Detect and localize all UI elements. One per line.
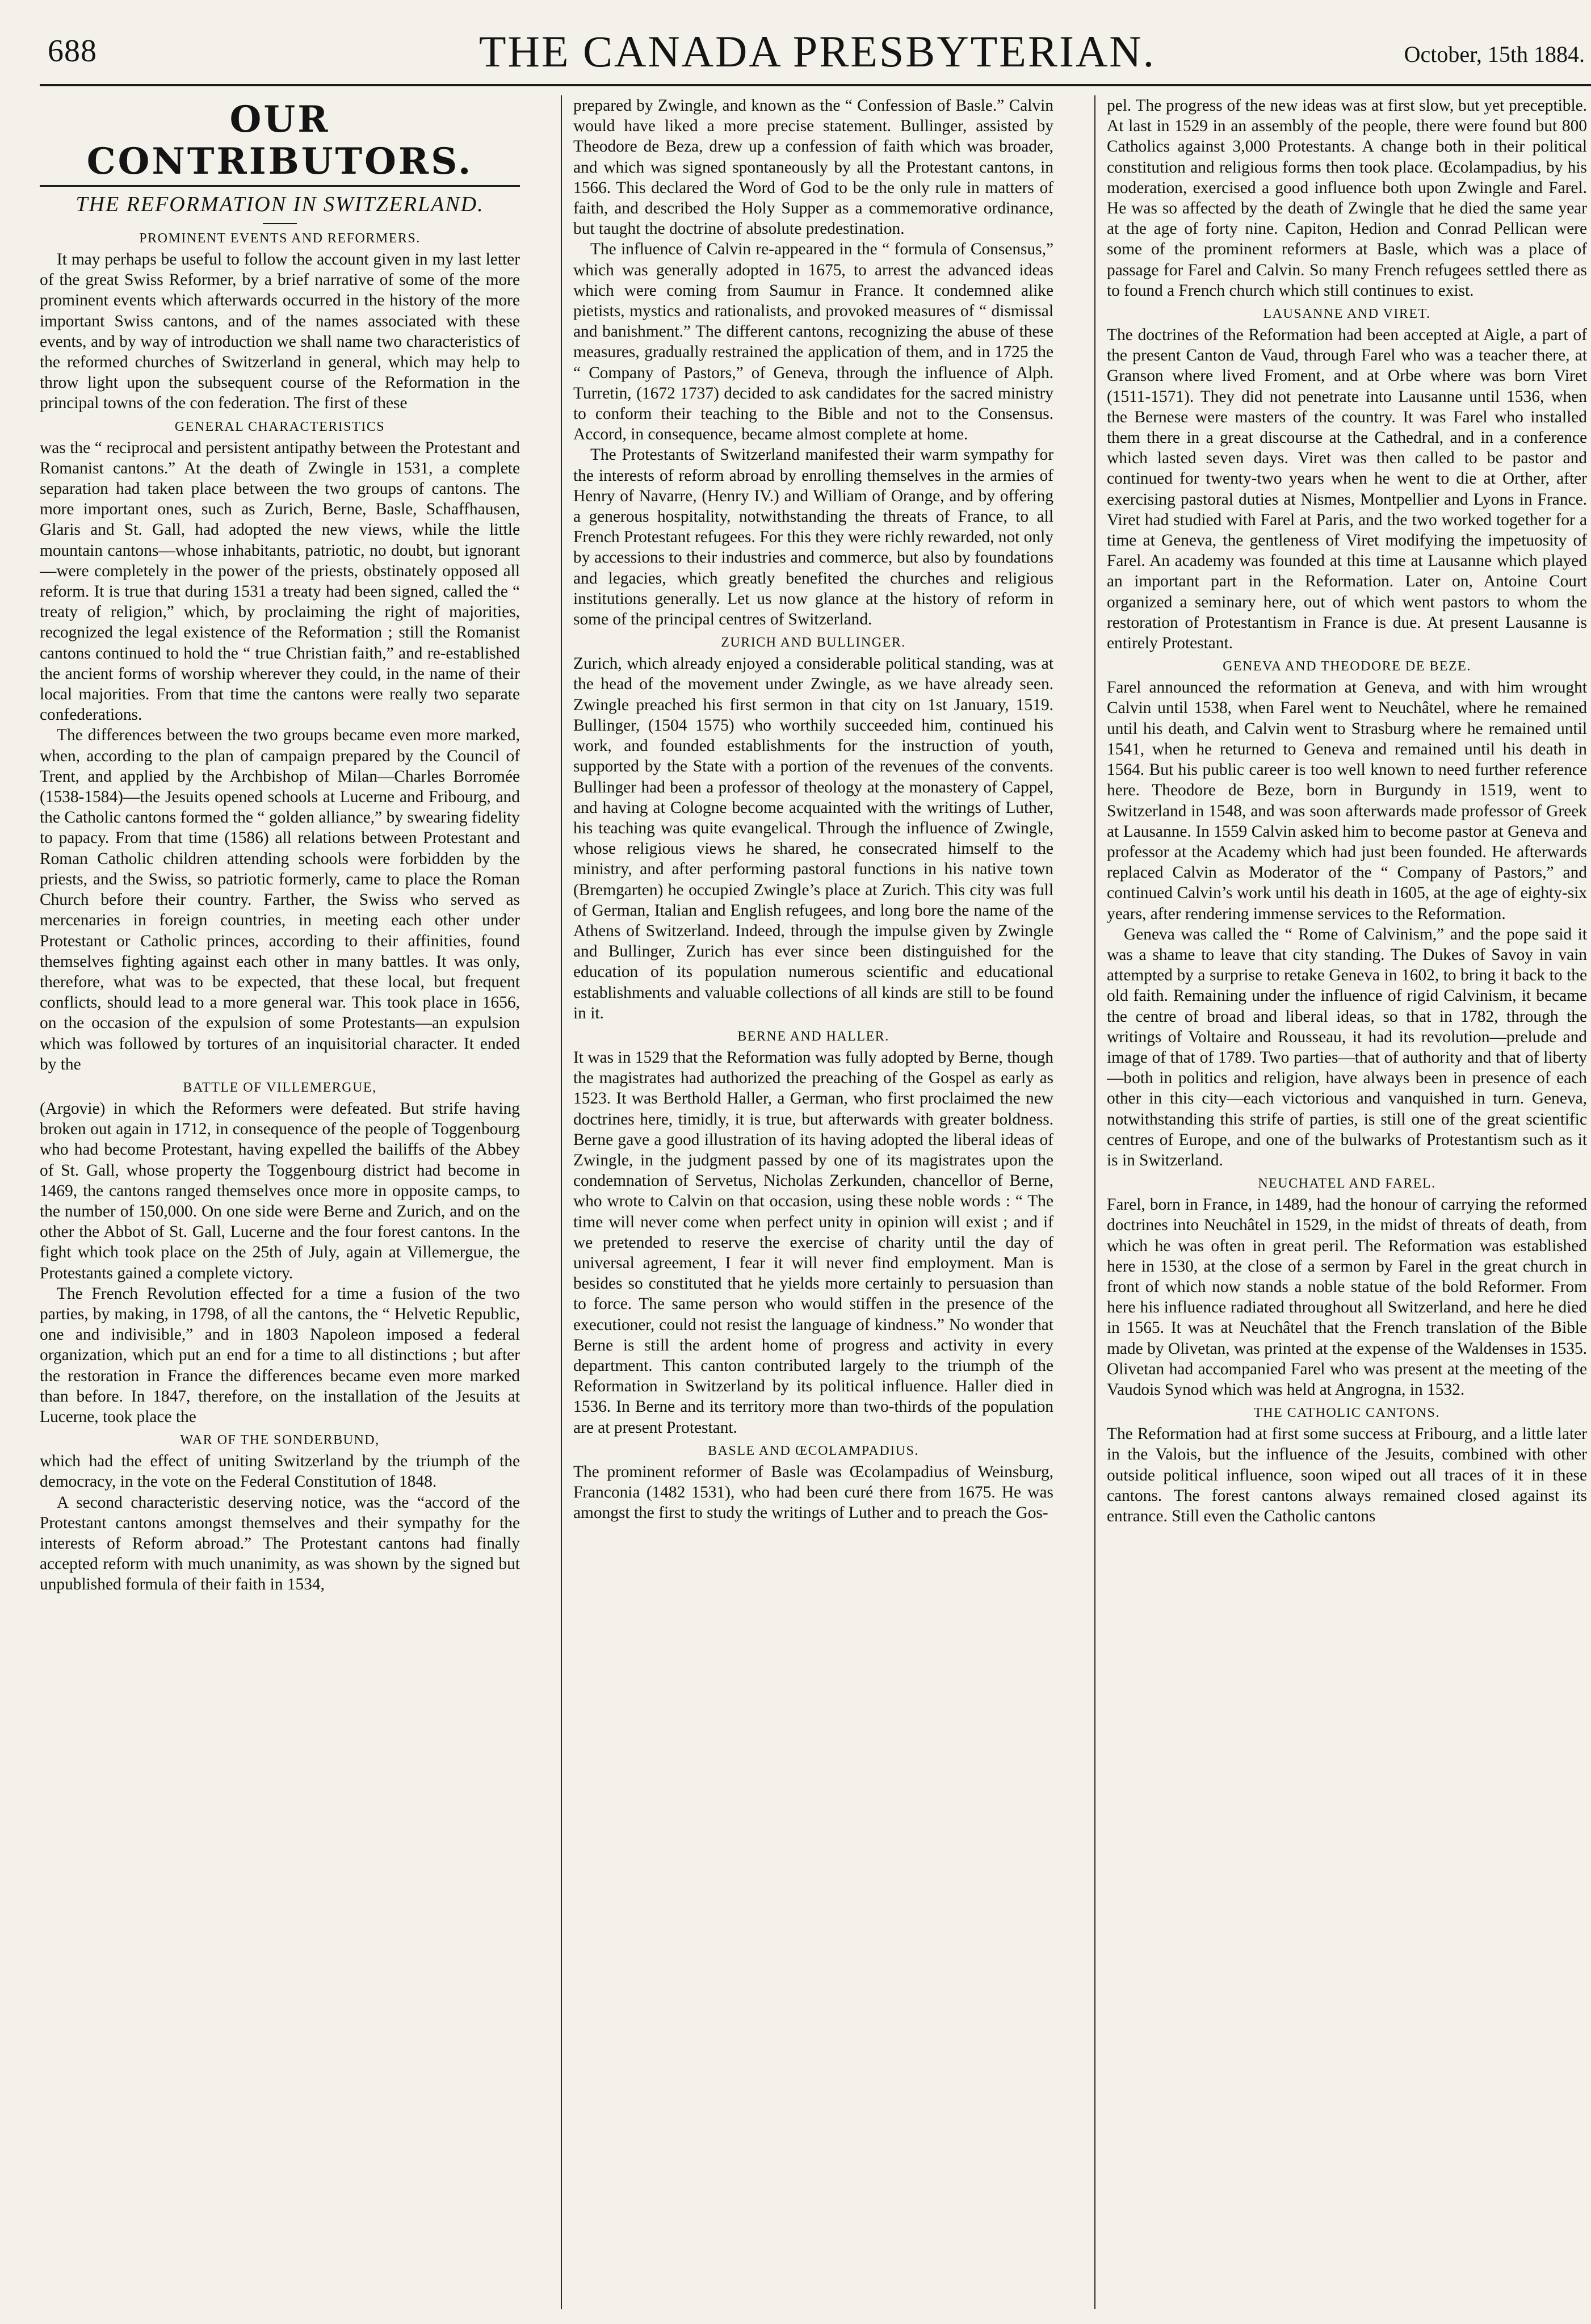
newspaper-title: THE CANADA PRESBYTERIAN.	[478, 27, 1156, 76]
column-rule-2	[1094, 95, 1095, 2309]
paragraph: prepared by Zwingle, and known as the “ Confession of Basle.” Calvin would have liked a more precise statement. Bullinger, assisted by Theodore de Beza, drew up a confession of faith which was broader, and which was signed spontaneously by all the Protestant cantons, in 1566. This declared the Word of God to be the only rule in matters of faith, and described the Holy Supper as a commemorative ordinance, but taught the doctrine of absolute predestination.	[573, 97, 1053, 238]
section-heading: ZURICH AND BULLINGER.	[721, 635, 906, 651]
article-title: THE REFORMATION IN SWITZERLAND.	[75, 192, 484, 216]
paragraph: The influence of Calvin re-appeared in the “ formula of Consensus,” which was generally adopted in 1675, to arrest the advanced ideas which were coming from Saumur in France. It condemned alike pietists, mystics and rationalists, and provoked measures of “ dismissal and banishment.” The different cantons, recognizing the abuse of these measures, gradually restrained the application of them, and in 1725 the “ Company of Pastors,” of Geneva, through the influence of Alph. Turretin, (1672 1737) decided to ask candidates for the sacred ministry to conform their teaching to the Bible and not to the Consensus. Accord, in consequence, became almost complete at home.	[573, 240, 1053, 444]
paragraph: The Reformation had at first some success at Fribourg, and a little later in the Valois, but the influence of the Jesuits, combined with other outside political influence, soon wiped out all traces of it in these cantons. The forest cantons always remained closed against its entrance. Still even the Catholic cantons	[1107, 1425, 1587, 1525]
paragraph: The French Revolution effected for a time a fusion of the two parties, by making, in 1798, of all the cantons, the “ Helvetic Republic, one and indivisible,” and in 1803 Napoleon imposed a federal organization, which put an end for a time to all distinctions ; but after the restoration in France the differences became even more marked than before. In 1847, therefore, on the installation of the Jesuits at Lucerne, took place the	[40, 1284, 520, 1426]
title-divider	[263, 223, 297, 224]
section-heading: NEUCHATEL AND FAREL.	[1258, 1176, 1436, 1192]
masthead	[40, 10, 1591, 86]
section-heading: BERNE AND HALLER.	[737, 1029, 889, 1044]
department-heading: OUR CONTRIBUTORS.	[86, 98, 473, 183]
paragraph: The Protestants of Switzerland manifested their warm sympathy for the interests of reform abroad by enrolling themselves in the armies of Henry of Navarre, (Henry IV.) and William of Orange, and by offering a generous hospitality, notwithstanding the threats of France, to all French Protestant refugees. For this they were richly rewarded, not only by accessions to their industries and commerce, but also by foundations and legacies, which greatly benefited the churches and religious institutions generally. Let us now glance at the history of reform in some of the principal centres of Switzerland.	[573, 446, 1053, 629]
section-heading: BASLE AND ŒCOLAMPADIUS.	[708, 1443, 919, 1458]
issue-date: October, 15th 1884.	[1404, 41, 1585, 67]
column-rule-1	[561, 95, 562, 2309]
section-heading: THE CATHOLIC CANTONS.	[1254, 1406, 1440, 1421]
section-heading: LAUSANNE AND VIRET.	[1263, 307, 1431, 322]
paragraph: Zurich, which already enjoyed a considerable political standing, was at the head of the movement under Zwingle, as we have already seen. Zwingle preached his first sermon in that city on 1st January, 1519. Bullinger, (1504 1575) who worthily succeeded him, continued his work, and founded establishments for the instruction of youth, supported by the State with a portion of the revenues of the convents. Bullinger had been a professor of theology at the monastery of Cappel, and having at Cologne become acquainted with the writings of Luther, his teaching was quite evangelical. Through the influence of Zwingle, whose religious views he shared, he consecrated himself to the ministry, and after performing pastoral functions in his native town (Bremgarten) he occupied Zwingle’s place at Zurich. This city was full of German, Italian and English refugees, and long bore the name of the Athens of Switzerland. Indeed, through the impulse given by Zwingle and Bullinger, Zurich has ever since been distinguished for the education of its population numerous scientific and educational establishments and valuable collections of all kinds are still to be found in it.	[573, 655, 1053, 1022]
column-1-body	[40, 249, 520, 1595]
article-subtitle: PROMINENT EVENTS AND REFORMERS.	[139, 231, 421, 246]
paragraph: (Argovie) in which the Reformers were defeated. But strife having broken out again in 1712, in consequence of the people of Toggenbourg who had become Protestant, having expelled the bailiffs of the Abbey of St. Gall, whose property the Toggenbourg district had become in 1469, the cantons ranged themselves once more in opposite camps, to the number of 150,000. On one side were Berne and Zurich, and on the other the Abbot of St. Gall, Lucerne and the four forest cantons. In the fight which took place on the 25th of July, again at Villemergue, the Protestants gained a complete victory.	[40, 1099, 520, 1282]
paragraph: It was in 1529 that the Reformation was fully adopted by Berne, though the magistrates had authorized the preaching of the Gospel as early as 1523. It was Berthold Haller, a German, who first proclaimed the new doctrines here, timidly, it is true, but afterwards with greater boldness. Berne gave a good illustration of its having adopted the liberal ideas of Zwingle, in the judgment passed by one of its magistrates upon the condemnation of Servetus, Nicholas Zerkunden, chancellor of Berne, who wrote to Calvin on that occasion, using these noble words : “ The time will never come when perfect unity in opinion will exist ; and if we pretended to reserve the exercise of charity until the day of universal agreement, I fear it will never find employment. Man is besides so constituted that he yields more certainly to persuasion than to force. The same person who would stiffen in the presence of the executioner, could not resist the language of kindness.” No wonder that Berne is still the ardent home of progress and activity in every department. This canton contributed largely to the triumph of the Reformation in Switzerland by its political influence. Haller died in 1536. In Berne and its territory more than two-thirds of the population are at present Protestant.	[573, 1048, 1053, 1437]
paragraph: Farel announced the reformation at Geneva, and with him wrought Calvin until 1538, when Farel went to Neuchâtel, where he remained until his death, and Calvin went to Strasburg where he remained until 1541, when he returned to Geneva and remained until his death in 1564. But his public career is too well known to need further reference here. Theodore de Beze, born in Burgundy in 1519, went to Switzerland in 1548, and was soon afterwards made professor of Greek at Lausanne. In 1559 Calvin asked him to become pastor at Geneva and professor at the Academy which had just been founded. He afterwards replaced Calvin as Moderator of the “ Company of Pastors,” and continued Calvin’s work until his death in 1605, at the age of eighty-six years, after rendering immense services to the Reformation.	[1107, 678, 1587, 923]
paragraph: pel. The progress of the new ideas was at first slow, but yet preceptible. At last in 1529 in an assembly of the people, there were found but 800 Catholics against 3,000 Protestants. A change both in their political constitution and religious forms then took place. Œcolampadius, by his moderation, exercised a good influence both upon Zwingle and Farel. He was so affected by the death of Zwingle that he died the same year at the age of forty nine. Capiton, Hedion and Conrad Pellican were some of the prominent reformers at Basle, which was a place of passage for Farel and Calvin. So many French refugees settled there as to found a French church which still continues to exist.	[1107, 97, 1587, 300]
paragraph: was the “ reciprocal and persistent antipathy between the Protestant and Romanist cantons.” At the death of Zwingle in 1531, a complete separation had taken place between the two groups of cantons. The more important ones, such as Zurich, Berne, Basle, Schaffhausen, Glaris and St. Gall, had adopted the new views, while the little mountain cantons—whose inhabitants, patriotic, no doubt, but ignorant—were completely in the power of the priests, obstinately opposed all reform. It is true that during 1531 a treaty had been signed, called the “ treaty of religion,” which, by proclaiming the right of majorities, recognized the legal existence of the Reformation ; still the Romanist cantons continued to hold the “ true Christian faith,” and re-established the ancient forms of worship wherever they could, in the name of their local majorities. From that time the cantons were really two separate confederations.	[40, 438, 520, 724]
paragraph: It may perhaps be useful to follow the account given in my last letter of the great Swiss Reformer, by a brief narrative of some of the more prominent events which afterwards occurred in the history of the more important Swiss cantons, and of the names associated with these events, and by way of introduction we shall name two characteristics of the reformed churches of Switzerland in general, which may help to throw light upon the subsequent course of the Reformation in the principal towns of the con federation. The first of these	[40, 250, 520, 413]
column-3-body	[1107, 95, 1587, 1526]
paragraph: The prominent reformer of Basle was Œcolampadius of Weinsburg, Franconia (1482 1531), who had been curé there from 1675. He was amongst the first to study the writings of Luther and to preach the Gos-	[573, 1462, 1053, 1522]
paragraph: The differences between the two groups became even more marked, when, according to the plan of campaign prepared by the Council of Trent, and applied by the Archbishop of Milan—Charles Borromée (1538-1584)—the Jesuits opened schools at Lucerne and Fribourg, and the Catholic cantons formed the “ golden alliance,” by swearing fidelity to papacy. From that time (1586) all relations between Protestant and Roman Catholic children attending schools were forbidden by the priests, and the Swiss, so patriotic formerly, came to place the Roman Church before their country. Farther, the Swiss who served as mercenaries in foreign countries, in meeting each other under Protestant or Catholic princes, according to their affinities, found themselves fighting against each other in many battles. It was only, therefore, what was to be expected, that these local, but frequent conflicts, should lead to a more general war. This took place in 1656, on the occasion of the expulsion of some Protestants—an expulsion which was followed by tortures of an inquisitorial character. It ended by the	[40, 726, 520, 1073]
page-number: 688	[48, 33, 97, 69]
section-heading: WAR OF THE SONDERBUND,	[180, 1433, 380, 1448]
section-heading: GENERAL CHARACTERISTICS	[174, 419, 385, 434]
paragraph: which had the effect of uniting Switzerland by the triumph of the democracy, in the vote on the Federal Constitution of 1848.	[40, 1452, 520, 1491]
department-rule	[40, 185, 520, 187]
paragraph: The doctrines of the Reformation had been accepted at Aigle, a part of the present Canton de Vaud, through Farel who was a teacher there, at Granson where lived Froment, and at Orbe where was born Viret (1511-1571). They did not penetrate into Lausanne until 1536, when the Bernese were masters of the country. It was Farel who installed them there in a great discourse at the Cathedral, and in a conference which lasted seven days. Viret was then called to be pastor and continued for twenty-two years when he went to die at Orther, after exercising pastoral duties at Nismes, Montpellier and Lyons in France. Viret had studied with Farel at Paris, and the two worked together for a time at Geneva, the gentleness of Viret modifying the impetuosity of Farel. An academy was founded at this time at Lausanne which played an important part in the Reformation. Later on, Antoine Court organized a seminary here, out of which went pastors to whom the restoration of Protestantism in France is due. At present Lausanne is entirely Protestant.	[1107, 326, 1587, 653]
section-heading: BATTLE OF VILLEMERGUE,	[183, 1080, 377, 1095]
column-1	[40, 95, 520, 2309]
section-heading: GENEVA AND THEODORE DE BEZE.	[1223, 659, 1471, 674]
paragraph: Geneva was called the “ Rome of Calvinism,” and the pope said it was a shame to leave that city standing. The Dukes of Savoy in vain attempted by a surprise to retake Geneva in 1602, to bring it back to the old faith. Remaining under the influence of rigid Calvinism, it became the centre of broad and liberal ideas, so that in 1782, through the writings of Voltaire and Rousseau, it had its revolution—prelude and image of that of 1789. Two parties—that of authority and that of liberty—both in politics and religion, have always been in presence of each other in this city—each victorious and vanquished in turn. Geneva, notwithstanding this strife of parties, is still one of the great scientific centres of Europe, and one of the bulwarks of Protestantism such as it is in Switzerland.	[1107, 925, 1587, 1169]
paragraph: A second characteristic deserving notice, was the “accord of the Protestant cantons amongst themselves and their sympathy for the interests of Reform abroad.” The Protestant cantons had finally accepted reform with much unanimity, as was shown by the signed but unpublished formula of their faith in 1534,	[40, 1493, 520, 1594]
column-3	[1107, 95, 1587, 2309]
paragraph: Farel, born in France, in 1489, had the honour of carrying the reformed doctrines into Neuchâtel in 1529, in the midst of threats of death, from which he was often in great peril. The Reformation was established here in 1530, at the close of a sermon by Farel in the great church in front of which now stands a noble statue of the bold Reformer. From here his influence radiated throughout all Switzerland, and here he died in 1565. It was at Neuchâtel that the French translation of the Bible made by Olivetan, was printed at the expense of the Waldenses in 1535. Olivetan had accompanied Farel who was present at the meeting of the Vaudois Synod which was held at Angrogna, in 1532.	[1107, 1195, 1587, 1399]
column-2	[573, 95, 1053, 2309]
column-2-body	[573, 95, 1053, 1523]
